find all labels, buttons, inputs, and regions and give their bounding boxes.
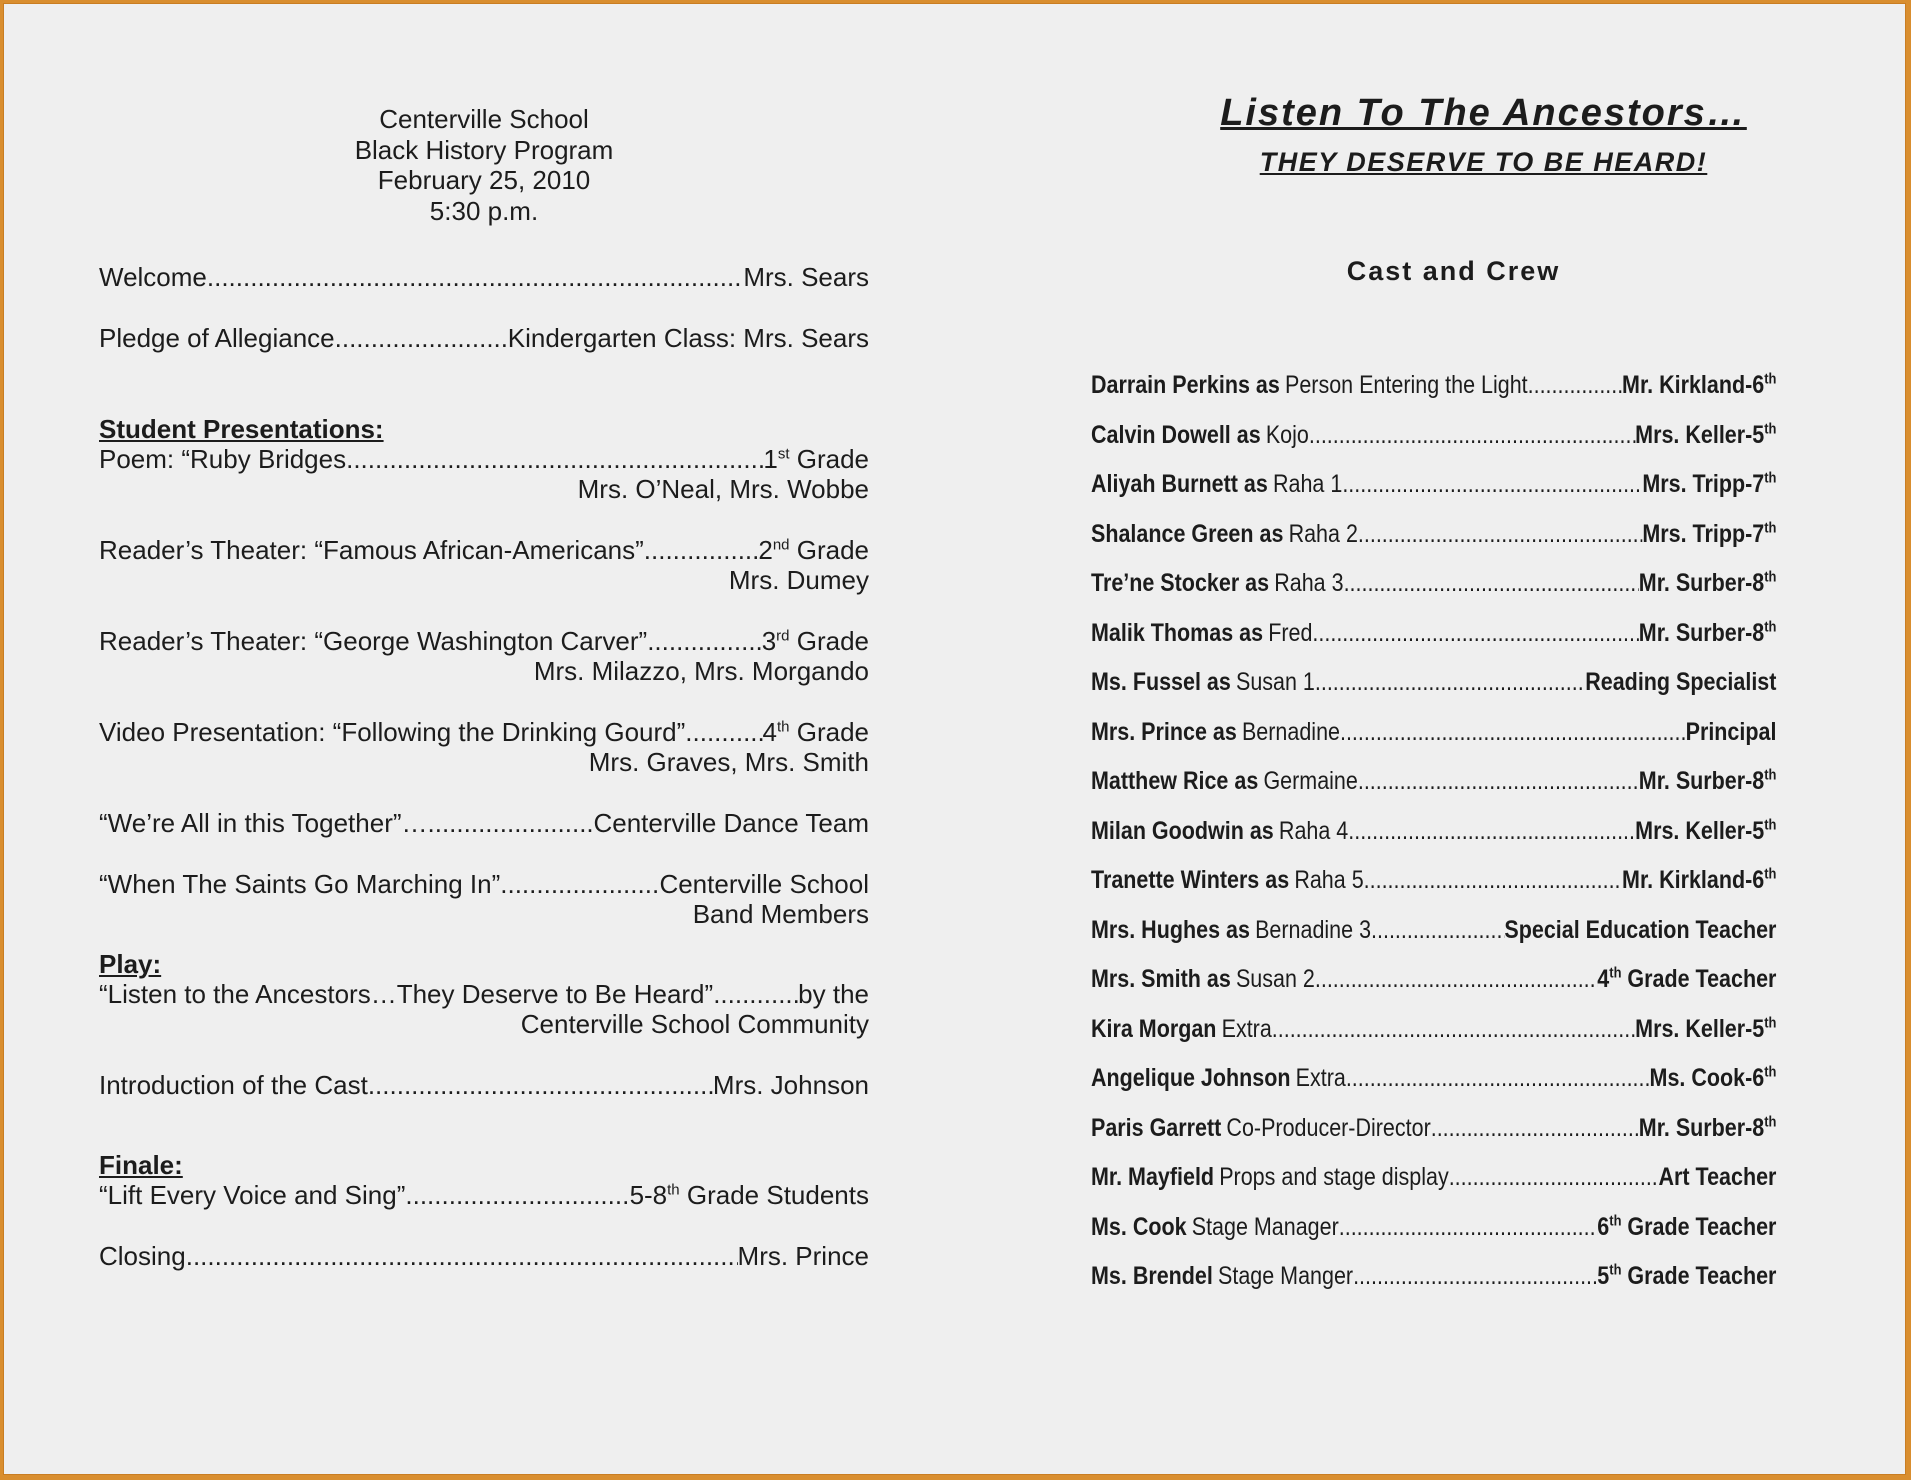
play-heading: Listen To The Ancestors… <box>1220 92 1747 134</box>
cast-teacher: Ms. Cook-6th <box>1649 1063 1777 1093</box>
presentation-line: Reader’s Theater: “Famous African-Americans” ..... 2nd Grade <box>99 535 869 565</box>
intro-cast-line: Introduction of the Cast ..... Mrs. Johnson <box>99 1070 869 1100</box>
cast-row <box>1091 1203 1776 1253</box>
cast-teacher: Mrs. Keller-5th <box>1635 1014 1777 1043</box>
cast-role: Extra <box>1221 1014 1272 1043</box>
cast-role: Kojo <box>1265 420 1309 449</box>
cast-name: Mrs. Prince as <box>1091 717 1237 746</box>
cast-name: Ms. Cook <box>1091 1212 1187 1241</box>
cast-teacher: Mr. Surber-8th <box>1638 618 1777 647</box>
finale-title: Finale: <box>99 1150 183 1180</box>
cast-teacher: Mr. Surber-8th <box>1638 1113 1777 1142</box>
cast-teacher: 6th Grade Teacher <box>1597 1212 1777 1241</box>
cast-crew-heading: Cast and Crew <box>1346 256 1561 286</box>
cast-name: Ms. Brendel <box>1091 1262 1213 1291</box>
cast-teacher: Mr. Surber-8th <box>1638 766 1777 796</box>
cast-name: Kira Morgan <box>1091 1014 1217 1043</box>
cast-role: Germaine <box>1263 767 1358 796</box>
cast-name: Shalance Green as <box>1091 519 1284 548</box>
cast-teacher: Reading Specialist <box>1585 668 1777 697</box>
band-line: “When The Saints Go Marching In” ..... Centerville School <box>99 869 869 899</box>
closing-line: Closing ..... Mrs. Prince <box>99 1241 869 1271</box>
cast-name: Mr. Mayfield <box>1091 1163 1215 1192</box>
play-line: “Listen to the Ancestors…They Deserve to Be Heard” ..... by the <box>99 979 869 1009</box>
cast-teacher: Mrs. Keller-5th <box>1635 420 1777 449</box>
cast-row <box>1091 1054 1776 1104</box>
cast-row <box>1091 460 1776 510</box>
cast-role: Co-Producer-Director <box>1226 1113 1431 1142</box>
cast-role: Props and stage display <box>1219 1163 1449 1192</box>
cast-teacher: Mrs. Keller-5th <box>1635 816 1777 845</box>
cast-role: Raha 3 <box>1274 569 1344 598</box>
cast-list <box>1091 361 1776 1302</box>
cast-row <box>1091 708 1776 758</box>
cast-teacher: Mr. Surber-8th <box>1638 568 1777 598</box>
program-date: February 25, 2010 <box>377 165 591 195</box>
cast-teacher: 5th Grade Teacher <box>1597 1261 1777 1291</box>
program-time: 5:30 p.m. <box>429 195 539 226</box>
cast-role: Extra <box>1295 1064 1346 1093</box>
cast-name: Tranette Winters as <box>1091 866 1290 895</box>
cast-role: Raha 2 <box>1288 519 1358 548</box>
cast-role: Bernadine <box>1241 717 1340 746</box>
cast-teacher: Mrs. Tripp-7th <box>1642 519 1777 548</box>
program-header <box>99 104 869 226</box>
cast-teacher: Mrs. Tripp-7th <box>1642 469 1777 499</box>
band-members: Band Members <box>692 899 869 929</box>
cast-role: Fred <box>1268 618 1313 647</box>
cast-row <box>1091 906 1776 956</box>
cast-row <box>1091 361 1776 411</box>
play-subheading: THEY DESERVE TO BE HEARD! <box>1259 147 1708 177</box>
cast-name: Ms. Fussel as <box>1091 668 1231 697</box>
cast-role: Raha 4 <box>1278 816 1349 845</box>
cast-teacher: Principal <box>1685 717 1777 746</box>
cast-role: Stage Manger <box>1218 1262 1354 1291</box>
cast-name: Tre’ne Stocker as <box>1091 569 1270 598</box>
dance-team-line: “We’re All in this Together”….. ..... Centerville Dance Team <box>99 808 869 838</box>
cast-row <box>1091 411 1776 461</box>
cast-name: Malik Thomas as <box>1091 618 1264 647</box>
cast-teacher: Art Teacher <box>1658 1163 1777 1192</box>
presentation-teachers: Mrs. O’Neal, Mrs. Wobbe <box>577 474 869 504</box>
presentation-line: Poem: “Ruby Bridges ..... 1st Grade <box>99 444 869 474</box>
student-presentations-title: Student Presentations: <box>99 414 384 444</box>
presentation-teachers: Mrs. Dumey <box>728 565 869 595</box>
program-order-column <box>99 104 869 1271</box>
pledge-line: Pledge of Allegiance ..... Kindergarten Class: Mrs. Sears <box>99 323 869 353</box>
cast-role: Stage Manager <box>1191 1212 1339 1241</box>
cast-role: Raha 5 <box>1294 866 1364 895</box>
cast-row <box>1091 658 1776 708</box>
presentation-teachers: Mrs. Milazzo, Mrs. Morgando <box>533 656 869 686</box>
play-title: Play: <box>99 949 162 979</box>
cast-row <box>1091 955 1776 1005</box>
cast-teacher: Mr. Kirkland-6th <box>1622 370 1777 400</box>
cast-role: Bernadine 3 <box>1255 915 1372 944</box>
cast-role: Raha 1 <box>1272 470 1343 499</box>
play-community: Centerville School Community <box>520 1009 869 1039</box>
program-name: Black History Program <box>354 134 614 165</box>
cast-name: Mrs. Hughes as <box>1091 915 1250 944</box>
cast-row <box>1091 510 1776 560</box>
cast-name: Angelique Johnson <box>1091 1064 1291 1093</box>
cast-row <box>1091 856 1776 906</box>
cast-row <box>1091 1153 1776 1203</box>
presentation-line: Video Presentation: “Following the Drinking Gourd” ..... 4th Grade <box>99 717 869 747</box>
cast-name: Milan Goodwin as <box>1091 816 1274 845</box>
cast-name: Mrs. Smith as <box>1091 965 1231 994</box>
cast-name: Calvin Dowell as <box>1091 420 1261 449</box>
cast-row <box>1091 757 1776 807</box>
cast-name: Darrain Perkins as <box>1091 371 1280 400</box>
cast-teacher: 4th Grade Teacher <box>1597 964 1777 994</box>
presentation-teachers: Mrs. Graves, Mrs. Smith <box>588 747 869 777</box>
cast-name: Matthew Rice as <box>1091 767 1259 796</box>
presentation-line: Reader’s Theater: “George Washington Carver” ..... 3rd Grade <box>99 626 869 656</box>
cast-row <box>1091 559 1776 609</box>
finale-line: “Lift Every Voice and Sing” ..... 5-8th Grade Students <box>99 1180 869 1210</box>
cast-row <box>1091 807 1776 857</box>
cast-row <box>1091 1005 1776 1055</box>
cast-role: Person Entering the Light <box>1284 371 1528 400</box>
cast-row <box>1091 1252 1776 1302</box>
cast-column <box>1091 92 1776 1302</box>
welcome-line: Welcome ..... Mrs. Sears <box>99 262 869 292</box>
cast-row <box>1091 609 1776 659</box>
program-page <box>3 3 1906 1475</box>
cast-role: Susan 1 <box>1235 668 1315 697</box>
cast-row <box>1091 1104 1776 1154</box>
cast-role: Susan 2 <box>1235 965 1315 994</box>
school-name: Centerville School <box>379 104 589 134</box>
cast-name: Aliyah Burnett as <box>1091 470 1268 499</box>
cast-teacher: Special Education Teacher <box>1504 915 1777 944</box>
cast-teacher: Mr. Kirkland-6th <box>1622 865 1777 895</box>
cast-name: Paris Garrett <box>1091 1113 1222 1142</box>
